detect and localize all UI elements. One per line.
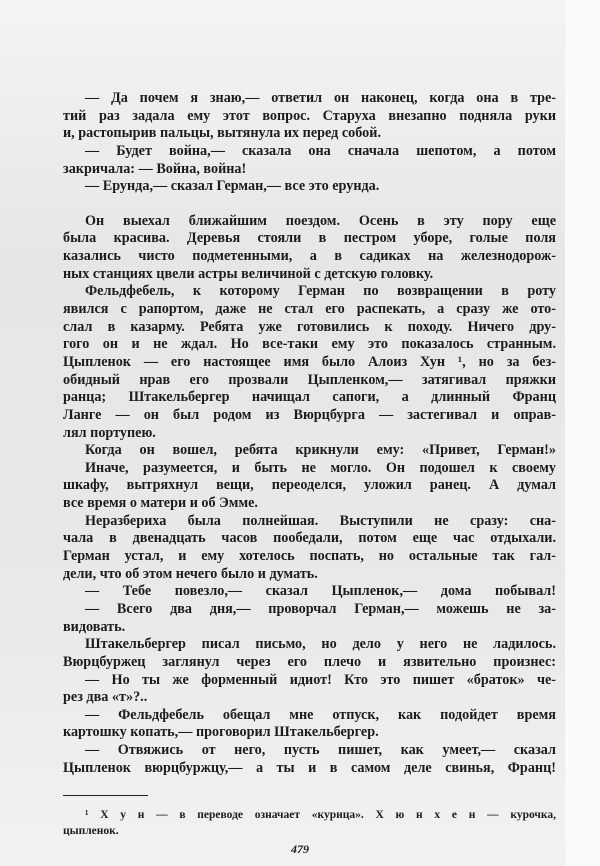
footnote-line: ¹ Х у н — в переводе означает «курица». Х ю н х е н — курочка, xyxy=(85,809,556,821)
text-line: — Будет война,— сказала она сначала шепотом, а потом xyxy=(85,142,556,159)
text-line: Герман устал, и ему хотелось поспать, но остальные так гал- xyxy=(63,548,556,565)
text-line: рез два «т»?.. xyxy=(63,689,148,706)
text-line: Вюрцбуржец заглянул через его плечо и язвительно произнес: xyxy=(63,653,556,670)
scan-margin xyxy=(565,0,600,866)
text-line: была красива. Деревья стояли в пестром уборе, голые поля xyxy=(63,230,556,247)
text-line: Ланге — он был родом из Вюрцбурга — застегивал и оправ- xyxy=(63,406,556,423)
text-line: Штакельбергер писал письмо, но дело у него не ладилось. xyxy=(85,636,556,653)
text-line: обидный нрав его прозвали Цыпленком,— затягивал пряжки xyxy=(63,371,556,388)
footnote xyxy=(63,807,556,839)
text-line: дели, что об этом нечего было и думать. xyxy=(63,565,318,582)
text-line: — Ерунда,— сказал Герман,— все это ерунда. xyxy=(85,178,380,195)
text-line: Цыпленок вюрцбуржцу,— а ты и в самом деле свинья, Франц! xyxy=(63,759,556,776)
text-line: чала в двенадцать часов пообедали, потом еще час отдыхали. xyxy=(63,530,556,547)
text-line: казались чисто подметенными, а в садиках на железнодорож- xyxy=(63,248,556,265)
body-text xyxy=(63,90,556,777)
text-line: Он выехал ближайшим поездом. Осень в эту пору еще xyxy=(85,212,556,229)
text-line: шкафу, вытряхнул вещи, переоделся, уложил ранец. А думал xyxy=(63,477,556,494)
text-line: гого он и не ждал. Но все-таки ему это показалось странным. xyxy=(63,336,556,353)
text-line: — Да почем я знаю,— ответил он наконец, когда она в тре- xyxy=(85,90,556,106)
section-break xyxy=(63,196,556,213)
text-line: Фельдфебель, к которому Герман по возвращении в роту xyxy=(85,283,556,300)
text-line: картошку копать,— проговорил Штакельбергер. xyxy=(63,724,379,741)
text-line: — Но ты же форменный идиот! Кто это пишет «браток» че- xyxy=(85,671,556,688)
text-line: все время о матери и об Эмме. xyxy=(63,495,258,512)
text-line: видовать. xyxy=(63,618,126,635)
text-line: тий раз задала ему этот вопрос. Старуха внезапно подняла руки xyxy=(63,107,556,124)
text-line: — Фельдфебель обещал мне отпуск, как подойдет время xyxy=(85,706,556,723)
text-line: слал в казарму. Ребята уже готовились к походу. Ничего дру- xyxy=(63,318,556,335)
text-line: — Всего два дня,— проворчал Герман,— можешь не за- xyxy=(85,600,556,617)
text-line: лял портупею. xyxy=(63,424,156,441)
text-line: — Тебе повезло,— сказал Цыпленок,— дома побывал! xyxy=(85,583,556,600)
text-line: и, растопырив пальцы, вытянула их перед собой. xyxy=(63,125,381,142)
text-line: Неразбериха была полнейшая. Выступили не сразу: сна- xyxy=(85,512,556,529)
text-line: Цыпленок — его настоящее имя было Алоиз Хун ¹, но за без- xyxy=(63,353,556,370)
text-line: Иначе, разумеется, и быть не могло. Он подошел к своему xyxy=(85,459,556,476)
text-line: закричала: — Война, война! xyxy=(63,160,247,177)
text-line: — Отвяжись от него, пусть пишет, как умеет,— сказал xyxy=(85,742,556,759)
text-line: Когда он вошел, ребята крикнули ему: «Привет, Герман!» xyxy=(85,442,556,459)
footnote-divider xyxy=(63,795,148,796)
footnote-line: цыпленок. xyxy=(63,825,119,837)
page-number: 479 xyxy=(291,842,309,856)
text-line: явился с рапортом, даже не стал его распекать, а сразу же ото- xyxy=(63,301,556,318)
text-line: ных станциях цвели астры величиной с детскую головку. xyxy=(63,265,434,282)
text-line: ранца; Штакельбергер начищал сапоги, а длинный Франц xyxy=(63,389,556,406)
